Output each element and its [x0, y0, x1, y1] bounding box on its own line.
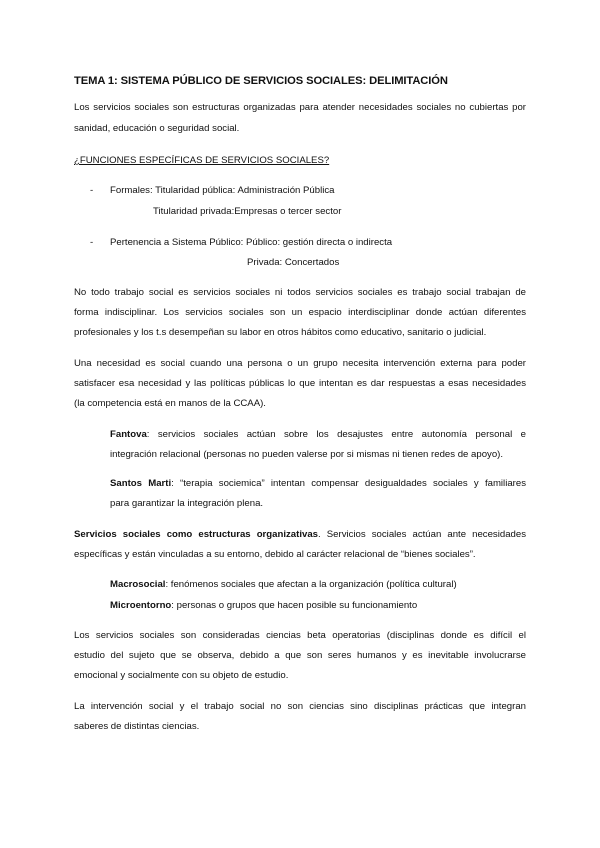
- macrosocial-name: Macrosocial: [110, 579, 166, 590]
- macrosocial-text: : fenómenos sociales que afectan a la organización (política cultural): [165, 579, 457, 590]
- paragraph-1-line-3: profesionales y los t.s desempeñan su labor en otros hábitos como educativo, sanitario o judicial.: [74, 327, 487, 338]
- list-item-pertenencia: Pertenencia a Sistema Público: Público: gestión directa o indirecta: [110, 237, 393, 248]
- list-item-formales: Formales: Titularidad pública: Administración Pública: [110, 185, 335, 196]
- santos-line-1: [110, 478, 526, 490]
- paragraph-3-line-2: específicas y están vinculadas a su entorno, debido al carácter relacional de “bienes sociales”.: [74, 549, 476, 560]
- santos-name: Santos Marti: [110, 478, 172, 489]
- list-item-formales-sub: Titularidad privada:Empresas o tercer sector: [153, 206, 342, 217]
- fantova-text: : servicios sociales actúan sobre los desajustes entre autonomía personal e: [146, 429, 526, 440]
- microentorno-line: [110, 600, 417, 612]
- list-bullet-2: -: [90, 237, 94, 248]
- page-title: TEMA 1: SISTEMA PÚBLICO DE SERVICIOS SOCIALES: DELIMITACIÓN: [74, 75, 448, 87]
- fantova-line-1: [110, 429, 526, 441]
- macrosocial-line: [110, 579, 457, 591]
- paragraph-2-line-3: (la competencia está en manos de la CCAA).: [74, 398, 266, 409]
- fantova-line-2: integración relacional (personas no pueden valerse por si mismas ni tienen redes de apoyo).: [110, 449, 504, 460]
- santos-line-2: para garantizar la integración plena.: [110, 498, 264, 509]
- list-bullet-1: -: [90, 185, 94, 196]
- santos-text: : “terapia sociemica” intentan compensar desigualdades sociales y familiares: [171, 478, 526, 489]
- fantova-name: Fantova: [110, 429, 147, 440]
- paragraph-1-line-1: No todo trabajo social es servicios sociales ni todos servicios sociales es trabajo social trabajan de: [74, 287, 526, 298]
- paragraph-2-line-1: Una necesidad es social cuando una persona o un grupo necesita intervención externa para poder: [74, 358, 526, 369]
- paragraph-5-line-1: La intervención social y el trabajo social no son ciencias sino disciplinas prácticas que integran: [74, 701, 526, 712]
- paragraph-4-line-1: Los servicios sociales son consideradas ciencias beta operatorias (disciplinas donde es difícil el: [74, 630, 526, 641]
- paragraph-4-line-3: emocional y socialmente con su objeto de estudio.: [74, 670, 289, 681]
- paragraph-3-text: . Servicios sociales actúan ante necesidades: [318, 529, 527, 540]
- intro-line-1: Los servicios sociales son estructuras organizadas para atender necesidades sociales no cubiertas por: [74, 102, 526, 113]
- paragraph-1-line-2: forma indisciplinar. Los servicios sociales son un espacio interdisciplinar donde actúan diferentes: [74, 307, 526, 318]
- paragraph-3-line-1: [74, 529, 526, 541]
- list-item-pertenencia-sub: Privada: Concertados: [247, 257, 340, 268]
- paragraph-3-bold: Servicios sociales como estructuras organizativas: [74, 529, 319, 540]
- microentorno-text: : personas o grupos que hacen posible su funcionamiento: [171, 600, 418, 611]
- paragraph-4-line-2: estudio del sujeto que se observa, debido a que son seres humanos y es inevitable involucrarse: [74, 650, 526, 661]
- section-question: ¿FUNCIONES ESPECÍFICAS DE SERVICIOS SOCIALES?: [74, 155, 330, 166]
- microentorno-name: Microentorno: [110, 600, 172, 611]
- paragraph-2-line-2: satisfacer esa necesidad y las políticas públicas lo que intentan es dar respuestas a esas necesidades: [74, 378, 526, 389]
- paragraph-5-line-2: saberes de distintas ciencias.: [74, 721, 200, 732]
- intro-line-2: sanidad, educación o seguridad social.: [74, 123, 240, 134]
